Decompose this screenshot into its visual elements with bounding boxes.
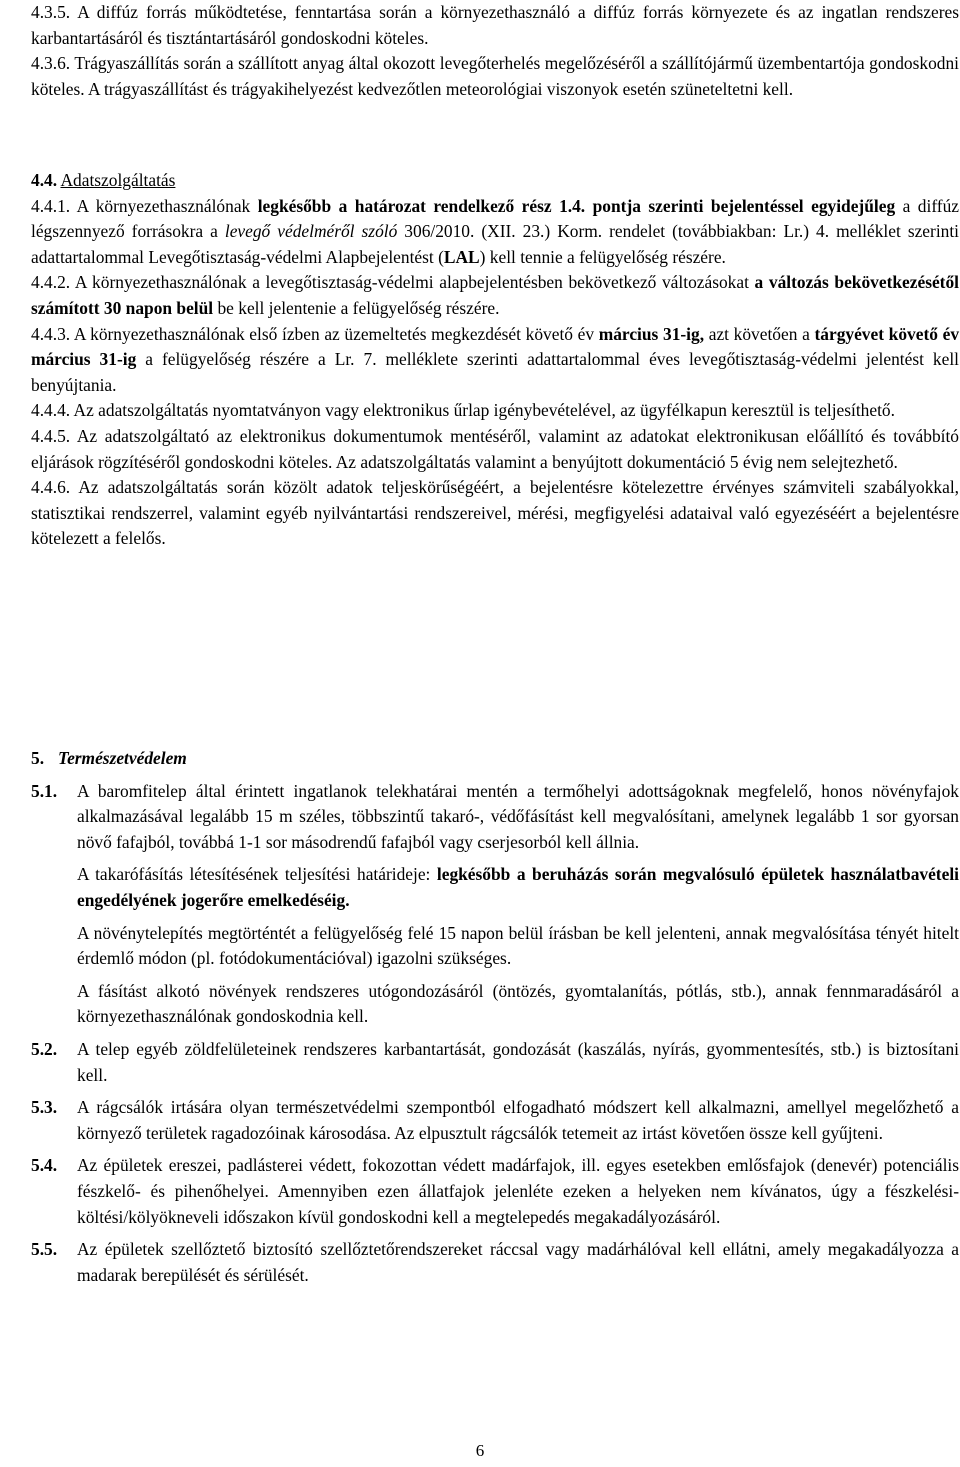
- paragraph-number: 4.4.2.: [31, 272, 71, 293]
- section-4-4: [31, 168, 959, 552]
- item-5-3: [31, 1095, 959, 1146]
- section-5: [31, 746, 959, 1288]
- page-number: 6: [475, 1441, 485, 1460]
- item-5-1: [31, 779, 959, 1030]
- item-paragraph: Az épületek szellőztető biztosító szellőztetőrendszereket ráccsal vagy madárhálóval kell ellátni, amely megakadályozza a madarak berepülését és sérülését.: [77, 1239, 959, 1285]
- paragraph-4-4-3: [31, 322, 959, 399]
- paragraph-text: A diffúz forrás működtetése, fenntartása során a környezethasználó a diffúz forrás környezete és az ingatlan rendszeres karbantartásáról és tisztántartásáról gondoskodni köteles.: [31, 2, 959, 48]
- paragraph-text: be kell jelentenie a felügyelőség részére.: [213, 297, 500, 318]
- item-paragraph: [77, 862, 959, 913]
- heading-4-4: [31, 168, 959, 194]
- item-number: 5.2.: [31, 1038, 58, 1059]
- paragraph-text: 306/2010. (XII. 23.) Korm. rendelet (továbbiakban: Lr.) 4. melléklet szerinti adattartalommal Levegőtisztaság-védelmi Alapbejelentést (: [31, 221, 960, 267]
- paragraph-text: A trágyaszállítást és trágyakihelyezést kedvezőtlen meteorológiai viszonyok esetén szüneteltetni kell.: [88, 78, 794, 99]
- emphasis-text: március 31-ig,: [598, 323, 705, 344]
- heading-number: 5.: [31, 748, 45, 768]
- item-number: 5.1.: [31, 780, 58, 801]
- item-5-4: [31, 1153, 959, 1230]
- paragraph-text: A környezethasználónak a levegőtisztaság-védelmi alapbejelentésben bekövetkező változásokat: [74, 272, 755, 293]
- item-number: 5.4.: [31, 1155, 58, 1176]
- heading-number: 4.4.: [31, 170, 58, 190]
- item-number: 5.5.: [31, 1239, 58, 1260]
- item-paragraph: A növénytelepítés megtörténtét a felügyelőség felé 15 napon belül írásban be kell jelenteni, annak megvalósítása tényét hitelt érdemlő módon (pl. fotódokumentációval) igazolni szükséges.: [77, 922, 959, 969]
- paragraph-number: 4.4.1.: [31, 195, 71, 216]
- heading-title: Természetvédelem: [58, 748, 187, 768]
- emphasis-text: legkésőbb a beruházás során megvalósuló épületek használatbavételi engedélyének jogerőre emelkedéséig.: [77, 864, 959, 910]
- item-number: 5.3.: [31, 1097, 58, 1118]
- emphasis-text: tárgyévet követő év március 31-ig: [31, 323, 960, 370]
- paragraph-text: azt követően a: [704, 323, 815, 344]
- paragraph-text: A környezethasználónak első ízben az üzemeltetés megkezdését követő év: [73, 323, 599, 344]
- paragraph-text: ) kell tennie a felügyelőség részére.: [479, 246, 726, 267]
- paragraph-text: Az adatszolgáltató az elektronikus dokumentumok mentéséről, valamint az adatokat elektronikusan előállító és továbbító eljárások rögzítéséről gondoskodni köteles. Az adatszolgáltatás valamint a benyújtott dokumentáció 5 évig nem selejtezhető.: [31, 425, 959, 472]
- item-paragraph: A rágcsálók irtására olyan természetvédelmi szempontból elfogadható módszert kell alkalmazni, amellyel megelőzhető a környező területek ragadozóinak károsodása. Az elpusztult rágcsálók tetemeit az irtást követően össze kell gyűjteni.: [77, 1097, 959, 1143]
- paragraph-text: Az adatszolgáltatás során közölt adatok teljeskörűségéért, a bejelentésre kötelezettre érvényes számviteli szabályokkal, statisztikai rendszerrel, valamint egyéb nyilvántartási rendszereivel, mérési, megfigyelési adataival való egyezéséért a bejelentésre kötelezett a felelős.: [31, 477, 959, 549]
- paragraph-number: 4.3.6.: [31, 53, 71, 74]
- item-paragraph: A fásítást alkotó növények rendszeres utógondozásáról (öntözés, gyomtalanítás, pótlás, stb.), annak fennmaradásáról a környezethasználónak gondoskodnia kell.: [77, 980, 959, 1027]
- paragraph-text: Trágyaszállítás során a szállított anyag által okozott levegőterhelés megelőzéséről a szállítójármű üzembentartója gondoskodni köteles.: [31, 53, 959, 99]
- emphasis-text: legkésőbb a határozat rendelkező rész 1.4. pontja szerinti bejelentéssel egyidejűleg: [257, 195, 896, 216]
- emphasis-text: a változás bekövetkezésétől számított 30 napon belül: [31, 272, 959, 318]
- law-title-text: levegő védelméről szóló: [224, 221, 398, 242]
- paragraph-4-4-1: [31, 194, 959, 271]
- item-paragraph: A telep egyéb zöldfelületeinek rendszeres karbantartását, gondozását (kaszálás, nyírás, gyommentesítés, stb.) is biztosítani kell.: [77, 1038, 959, 1085]
- section-4-3-tail: [31, 0, 959, 102]
- paragraph-number: 4.3.5.: [31, 2, 71, 22]
- paragraph-number: 4.4.6.: [31, 477, 71, 498]
- paragraph-number: 4.4.4.: [31, 400, 71, 421]
- emphasis-text: LAL: [443, 246, 480, 267]
- paragraph-text: a diffúz légszennyező forrásokra a: [31, 195, 960, 242]
- paragraph-text: a felügyelőség részére a Lr. 7. melléklete szerinti adattartalommal éves levegőtisztaság-védelmi jelentést kell benyújtania.: [31, 349, 959, 395]
- heading-5: [31, 746, 959, 772]
- item-5-2: [31, 1037, 959, 1088]
- paragraph-4-4-5: [31, 424, 959, 475]
- paragraph-4-4-6: [31, 475, 959, 552]
- paragraph-4-3-5: [31, 0, 959, 51]
- paragraph-number: 4.4.3.: [31, 323, 71, 344]
- item-paragraph: A baromfitelep által érintett ingatlanok telekhatárai mentén a termőhelyi adottságoknak megfelelő, honos növényfajok alkalmazásával legalább 15 m széles, többszintű takaró-, védőfásítást kell megvalósítani, amelynek legalább 1 sor gyorsan növő fafajból, továbbá 1-1 sor másodrendű fafajból vagy cserjesorból kell állnia.: [77, 780, 959, 852]
- item-paragraph: Az épületek ereszei, padlásterei védett, fokozottan védett madárfajok, ill. egyes esetekben emlősfajok (denevér) potenciális fészkelő- és pihenőhelyei. Amennyiben ezen állatfajok jelenléte ezeken a helyeken nem kívánatos, úgy a fészkelési-költési/kölyökneveli időszakon kívül gondoskodni kell a megtelepedés megakadályozásáról.: [77, 1155, 959, 1227]
- paragraph-number: 4.4.5.: [31, 425, 71, 446]
- paragraph-4-3-6: [31, 51, 959, 102]
- paragraph-4-4-2: [31, 270, 959, 321]
- paragraph-text: A környezethasználónak: [76, 195, 258, 216]
- paragraph-text: A takarófásítás létesítésének teljesítési határideje:: [77, 864, 437, 885]
- paragraph-text: Az adatszolgáltatás nyomtatványon vagy elektronikus űrlap igénybevételével, az ügyfélkapun keresztül is teljesíthető.: [73, 400, 895, 421]
- item-5-5: [31, 1237, 959, 1288]
- heading-title: Adatszolgáltatás: [60, 170, 176, 190]
- paragraph-4-4-4: [31, 398, 959, 424]
